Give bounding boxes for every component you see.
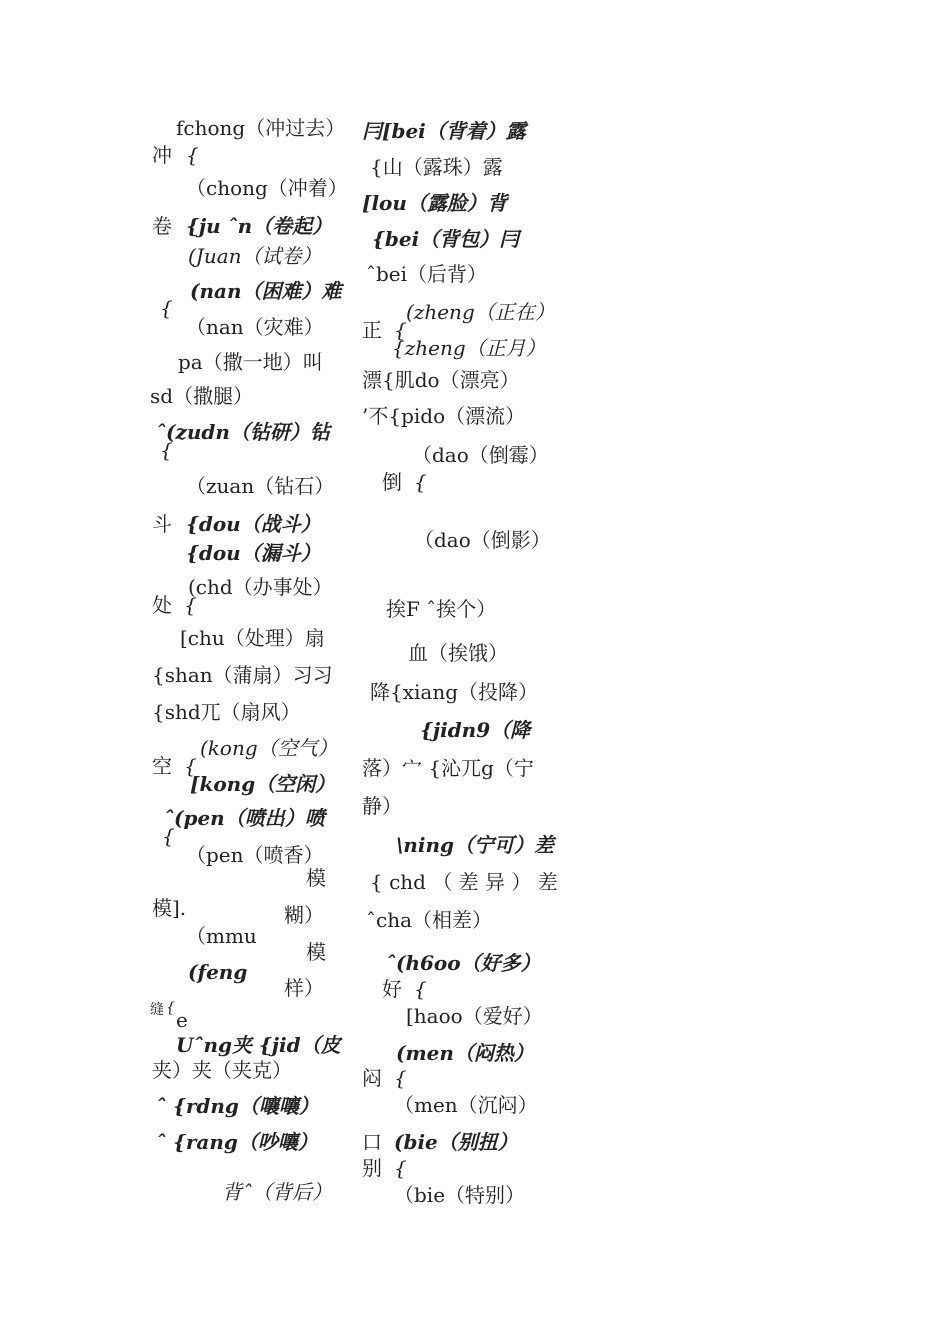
brace: {: [166, 1000, 175, 1016]
brace: {: [184, 754, 197, 778]
entry-dou-2: {dou（漏斗）: [186, 541, 321, 565]
entry-feng: (feng: [188, 960, 248, 984]
entry-hao-1: ˆ(h6oo（好多）: [386, 951, 541, 975]
char-bie: 别: [362, 1156, 382, 1180]
char-dao: 倒: [382, 470, 402, 494]
entry-kong-1: (kong（空气）: [200, 736, 338, 760]
entry-men-2: （men（沉闷）: [394, 1093, 538, 1117]
brace: {: [394, 1066, 407, 1090]
char-chu: 处: [152, 593, 172, 617]
entry-dou-1: {dou（战斗）: [186, 512, 321, 536]
entry-chong-2: （chong（冲着）: [186, 176, 348, 200]
entry-bei-1: 冃[bei（背着）露: [362, 119, 526, 143]
entry-hao-2: [haoo（爱好）: [406, 1004, 543, 1028]
entry-jiang: {jidn9（降: [420, 718, 531, 742]
entry-lu-1: {山（露珠）露: [370, 155, 503, 179]
entry-zheng-1: (zheng（正在）: [406, 300, 555, 324]
entry-kong-2: [kong（空闲）: [190, 772, 336, 796]
entry-lou: [lou（露脸）背: [362, 191, 507, 215]
entry-zuan-1: ˆ(zudn（钻研）钻: [156, 420, 330, 444]
entry-jia-1: Uˆng夹 {jid（皮: [176, 1033, 341, 1057]
entry-jia-2: 夹）夹（夹克）: [152, 1058, 292, 1082]
brace: {: [394, 318, 407, 342]
entry-bei-2: {bei（背包）冃: [372, 227, 520, 251]
char-hao: 好: [382, 977, 402, 1001]
entry-xiang: 降{xiang（投降）: [370, 680, 539, 704]
entry-men-1: (men（闷热）: [396, 1041, 534, 1065]
entry-rang-1: ˆ {rdng（嚷嚷）: [156, 1094, 319, 1118]
brace: {: [414, 977, 427, 1001]
char-dou: 斗: [152, 512, 172, 536]
char-chong: 冲: [152, 143, 172, 167]
char-mo-2: 模].: [152, 896, 187, 920]
entry-piao-1: 漂{肌do（漂亮）: [362, 368, 520, 392]
entry-mu: （mmu: [186, 924, 257, 948]
entry-rang-2: ˆ {rang（吵嚷）: [156, 1130, 318, 1154]
entry-pen-2: （pen（喷香）: [186, 843, 324, 867]
entry-chong-1: fchong（冲过去）: [176, 116, 346, 140]
brace: {: [414, 470, 427, 494]
entry-ning-3: \ning（宁可）差: [396, 833, 554, 857]
char-mo-3: 模: [306, 940, 326, 964]
entry-bei-3: ˆbei（后背）: [366, 262, 488, 286]
char-kong: 空: [152, 754, 172, 778]
entry-ai-2: 血（挨饿）: [408, 641, 508, 665]
entry-ning-2: 静）: [362, 794, 402, 818]
char-feng: 缝: [150, 1002, 164, 1018]
entry-sa-2: sd（撒腿）: [150, 384, 254, 408]
entry-chu-1: (chd（办事处）: [188, 575, 333, 599]
entry-shan-1: {shan（蒲扇）习习: [152, 663, 333, 687]
entry-pen-1: ˆ(pen（喷出）喷: [164, 806, 325, 830]
entry-piao-2: ’不{pido（漂流）: [362, 404, 526, 428]
entry-zheng-2: {zheng（正月）: [392, 336, 546, 360]
brace: {: [394, 1156, 407, 1180]
entry-sa-1: pa（撒一地）叫: [178, 350, 323, 374]
brace: {: [162, 824, 175, 848]
entry-moyang: 样）: [284, 976, 324, 1000]
entry-ning-1: 落）宀 {沁兀g（宁: [362, 756, 534, 780]
brace: {: [186, 143, 199, 167]
entry-bie-1: (bie（别扭）: [394, 1130, 518, 1154]
entry-dao-1: （dao（倒霉）: [412, 443, 549, 467]
entry-mohu: 糊）: [284, 903, 324, 927]
entry-juan-2: (Juan（试卷）: [188, 244, 322, 268]
entry-nan-2: （nan（灾难）: [186, 315, 324, 339]
char-kou: 口: [362, 1130, 382, 1154]
entry-juan-1: {ju ˆn（卷起）: [186, 214, 333, 238]
entry-e: e: [176, 1008, 188, 1032]
brace: {: [184, 593, 197, 617]
char-zheng: 正: [362, 318, 382, 342]
entry-dao-2: （dao（倒影）: [414, 528, 551, 552]
entry-bei-back: 背ˆ（背后）: [222, 1180, 332, 1204]
char-men: 闷: [362, 1066, 382, 1090]
brace: {: [160, 296, 173, 320]
entry-bie-2: （bie（特别）: [394, 1183, 526, 1207]
entry-nan-1: (nan（困难）难: [190, 279, 342, 303]
entry-cha-2: ˆcha（相差）: [366, 908, 493, 932]
char-juan: 卷: [152, 214, 172, 238]
entry-cha-1: { chd （ 差 异 ） 差: [370, 870, 558, 894]
char-mo: 模: [306, 866, 326, 890]
entry-ai-1: 挨F ˆ挨个）: [386, 597, 497, 621]
entry-chu-2: [chu（处理）扇: [180, 626, 325, 650]
entry-shan-2: {shd兀（扇风）: [152, 700, 301, 724]
brace: {: [160, 438, 173, 462]
entry-zuan-2: （zuan（钻石）: [186, 474, 335, 498]
